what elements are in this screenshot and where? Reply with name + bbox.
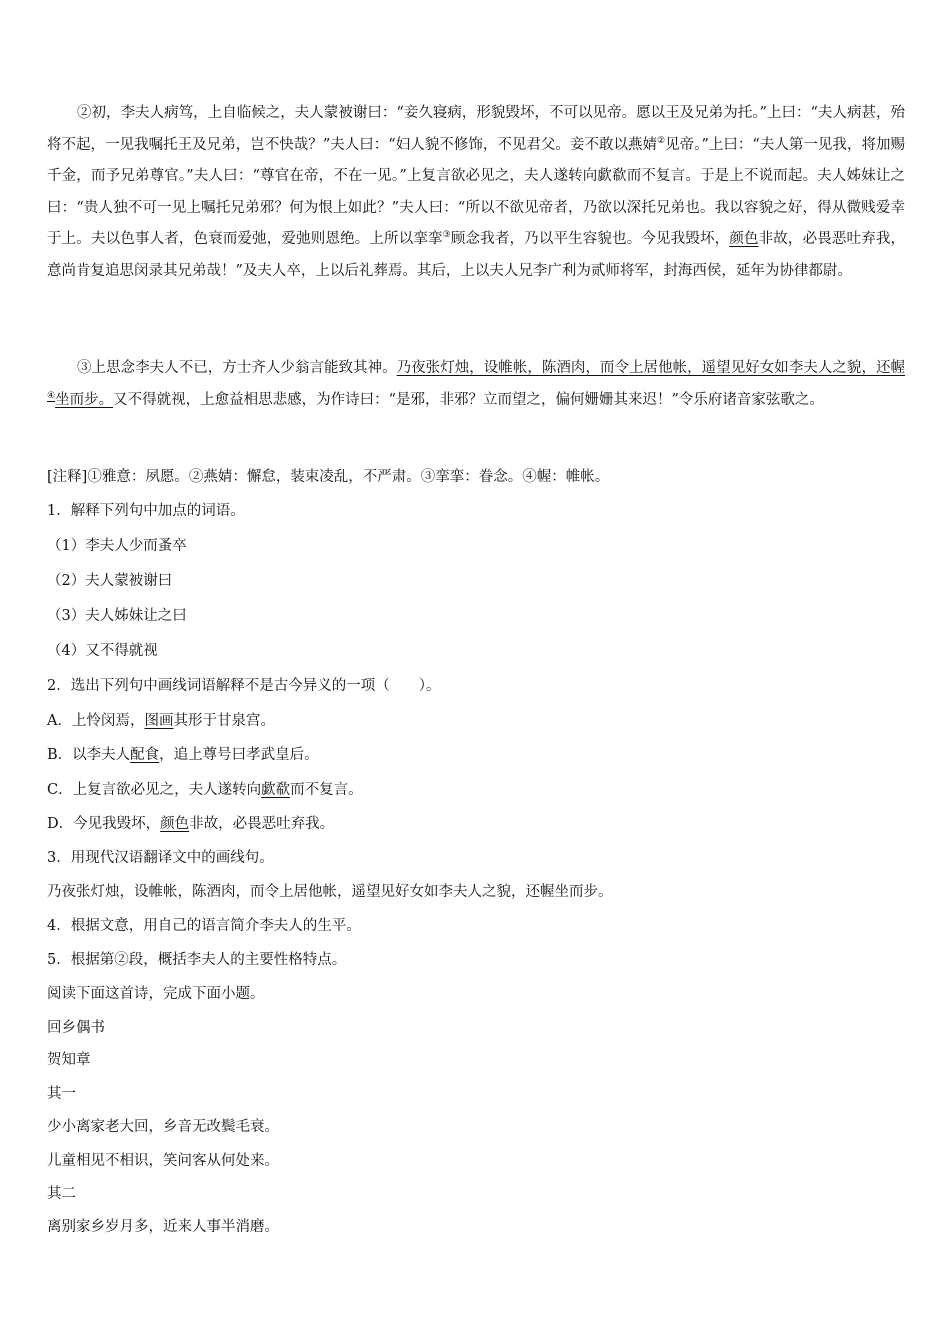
question-2-option-a: A．上怜闵焉，图画其形于甘泉宫。	[47, 713, 275, 729]
question-5: 5．根据第②段，概括李夫人的主要性格特点。	[47, 952, 347, 968]
question-3-sentence: 乃夜张灯烛，设帷帐，陈酒肉，而令上居他帐，遥望见好女如李夫人之貌，还幄坐而步。	[47, 884, 613, 900]
annotation-note: [注释]①雅意：夙愿。②燕婧：懈怠，装束凌乱，不严肃。③挛挛：眷念。④幄：帷帐。	[47, 469, 610, 485]
question-1-item-4: （4）又不得就视	[47, 643, 158, 659]
question-1-item-2: （2）夫人蒙被谢曰	[47, 573, 173, 589]
question-2-option-d: D．今见我毁坏，颜色非故，必畏恶吐弃我。	[47, 816, 335, 832]
question-2: 2．选出下列句中画线词语解释不是古今异义的一项（ ）。	[47, 678, 441, 694]
poem-part-2-heading: 其二	[47, 1186, 76, 1202]
question-1-item-1: （1）李夫人少而蚤卒	[47, 538, 187, 554]
question-1-item-3: （3）夫人姊妹让之曰	[47, 608, 187, 624]
poem-author: 贺知章	[47, 1052, 91, 1068]
poem-instruction: 阅读下面这首诗，完成下面小题。	[47, 986, 265, 1002]
passage-paragraph-3: ③上思念李夫人不已，方士齐人少翁言能致其神。乃夜张灯烛，设帷帐，陈酒肉，而令上居他帐，遥望见好女如李夫人之貌，还幄④坐而步。又不得就视，上愈益相思悲感，为作诗曰：“是邪，非邪？立而望之，偏何姗姗其来迟！”令乐府诸音家弦歌之。	[47, 360, 906, 408]
poem-part-2-line-1: 离别家乡岁月多，近来人事半消磨。	[47, 1219, 279, 1235]
poem-title: 回乡偶书	[47, 1020, 105, 1036]
underlined-term-yanse: 颜色	[729, 231, 759, 247]
question-1: 1．解释下列句中加点的词语。	[47, 503, 245, 519]
question-3: 3．用现代汉语翻译文中的画线句。	[47, 850, 274, 866]
poem-part-1-line-2: 儿童相见不相识，笑问客从何处来。	[47, 1153, 279, 1169]
passage-paragraph-2: ②初，李夫人病笃，上自临候之，夫人蒙被谢曰：“妾久寝病，形貌毁坏，不可以见帝。愿以王及兄弟为托。”上曰：“夫人病甚，殆将不起，一见我嘱托王及兄弟，岂不快哉？”夫人曰：“妇人貌不修饰，不见君父。妾不敢以燕婧②见帝。”上曰：“夫人第一见我，将加赐千金，而予兄弟尊官。”夫人曰：“尊官在帝，不在一见。”上复言欲必见之，夫人遂转向歔欷而不复言。于是上不说而起。夫人姊妹让之曰：“贵人独不可一见上嘱托兄弟邪？何为恨上如此？”夫人曰：“所以不欲见帝者，乃欲以深托兄弟也。我以容貌之好，得从微贱爱幸于上。夫以色事人者，色衰而爱弛，爱弛则恩绝。上所以挛挛③顾念我者，乃以平生容貌也。今见我毁坏，颜色非故，必畏恶吐弃我，意尚肯复追思闵录其兄弟哉！”及夫人卒，上以后礼葬焉。其后，上以夫人兄李广利为贰师将军，封海西侯，延年为协律都尉。	[47, 105, 906, 279]
poem-part-1-line-1: 少小离家老大回，乡音无改鬓毛衰。	[47, 1119, 279, 1135]
poem-part-1-heading: 其一	[47, 1086, 76, 1102]
question-4: 4．根据文意，用自己的语言简介李夫人的生平。	[47, 918, 361, 934]
underlined-sentence: 乃夜张灯烛，设帷帐，陈酒肉，而令上居他帐，遥望见好女如李夫人之貌，还幄	[396, 360, 906, 376]
question-2-option-b: B．以李夫人配食，追上尊号曰孝武皇后。	[47, 747, 319, 763]
question-2-option-c: C．上复言欲必见之，夫人遂转向歔欷而不复言。	[47, 782, 363, 798]
